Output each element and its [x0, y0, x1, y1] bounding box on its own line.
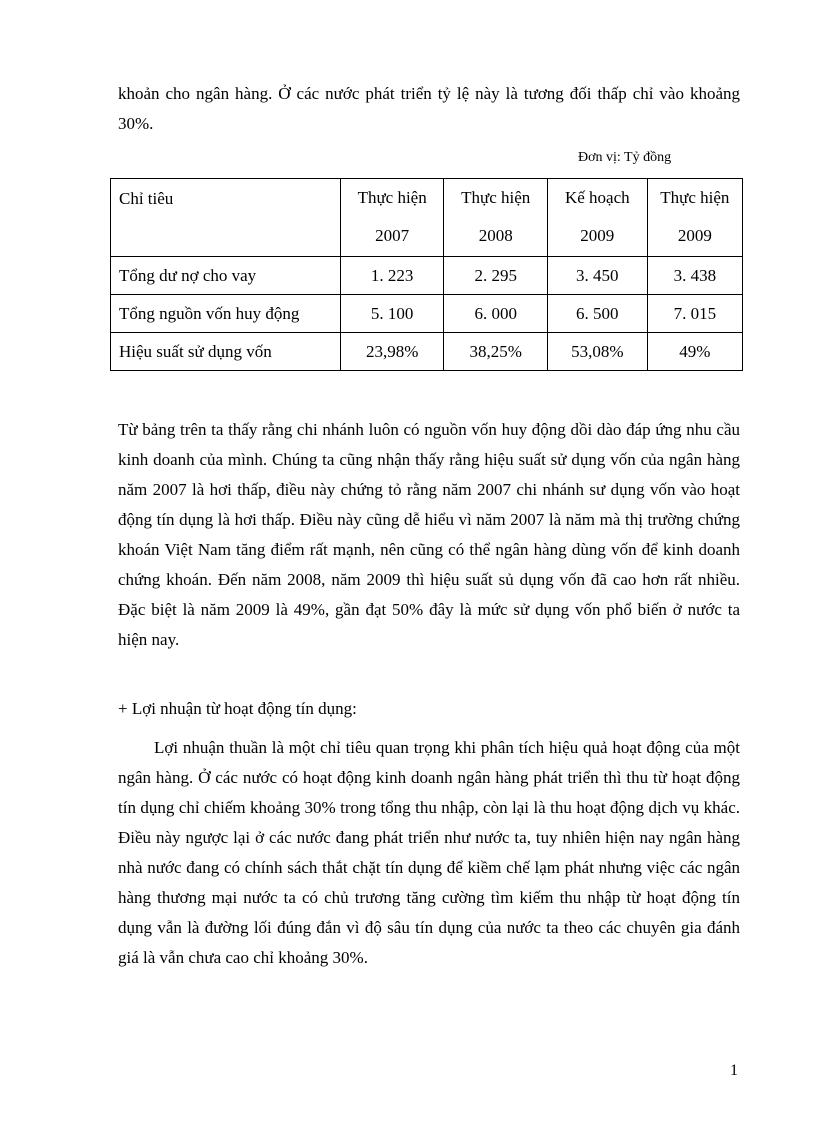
header-column-4-line2: 2009 [677, 226, 712, 245]
analysis-paragraph: Từ bảng trên ta thấy rằng chi nhánh luôn có nguồn vốn huy động dồi dào đáp ứng nhu cầu kinh doanh của mình. Chúng ta cũng nhận thấy rằng hiệu suất sử dụng vốn của ngân hàng năm 2007 là hơi thấp, điều này chứng tỏ rằng năm 2007 chi nhánh sư dụng vốn vào hoạt động tín dụng là hơi thấp. Điều này cũng dễ hiểu vì năm 2007 là năm mà thị trường chứng khoán Việt Nam tăng điểm rất mạnh, nên cũng có thể ngân hàng dùng vốn để kinh doanh chứng khoán. Đến năm 2008, năm 2009 thì hiệu suất sủ dụng vốn đã cao hơn rất nhiều. Đặc biệt là năm 2009 là 49%, gần đạt 50% đây là mức sử dụng vốn phổ biến ở nước ta hiện nay. [118, 420, 740, 649]
capital-efficiency-table [110, 178, 743, 371]
header-column-3-line1: Kế hoạch [564, 188, 630, 207]
table-cell: 53,08% [547, 333, 647, 371]
table-cell: 49% [647, 333, 742, 371]
table-row [111, 333, 743, 371]
table-row [111, 257, 743, 295]
header-column-4-line1: Thực hiện [660, 188, 730, 207]
header-column-3 [547, 179, 647, 257]
page-number: 1 [730, 1062, 738, 1079]
table-cell: 6. 000 [444, 295, 548, 333]
table-cell: 5. 100 [340, 295, 444, 333]
table-cell: 3. 450 [547, 257, 647, 295]
row-label: Tổng dư nợ cho vay [111, 257, 341, 295]
header-column-2 [444, 179, 548, 257]
table-cell: 7. 015 [647, 295, 742, 333]
table-header-row [111, 179, 743, 257]
header-column-1-line2: 2007 [375, 226, 410, 245]
unit-label: Đơn vị: Tỷ đồng [578, 150, 672, 165]
table-cell: 23,98% [340, 333, 444, 371]
header-indicator [111, 179, 341, 257]
header-column-1-line1: Thực hiện [357, 188, 427, 207]
row-label: Tổng nguồn vốn huy động [111, 295, 341, 333]
header-column-2-line2: 2008 [478, 226, 513, 245]
header-column-1 [340, 179, 444, 257]
table-cell: 38,25% [444, 333, 548, 371]
header-column-3-line2: 2009 [580, 226, 615, 245]
table-cell: 2. 295 [444, 257, 548, 295]
intro-paragraph: khoản cho ngân hàng. Ở các nước phát triển tỷ lệ này là tương đối thấp chỉ vào khoảng 30%. [118, 84, 740, 133]
header-column-2-line1: Thực hiện [461, 188, 531, 207]
table-cell: 6. 500 [547, 295, 647, 333]
header-column-4 [647, 179, 742, 257]
section-heading: + Lợi nhuận từ hoạt động tín dụng: [118, 699, 357, 718]
row-label: Hiệu suất sử dụng vốn [111, 333, 341, 371]
table-cell: 1. 223 [340, 257, 444, 295]
table-row [111, 295, 743, 333]
profit-paragraph: Lợi nhuận thuần là một chỉ tiêu quan trọng khi phân tích hiệu quả hoạt động của một ngân hàng. Ở các nước có hoạt động kinh doanh ngân hàng phát triển thì thu từ hoạt động tín dụng chỉ chiếm khoảng 30% trong tổng thu nhập, còn lại là thu hoạt động dịch vụ khác. Điều này ngược lại ở các nước đang phát triển như nước ta, tuy nhiên hiện nay ngân hàng nhà nước đang có chính sách thắt chặt tín dụng để kiềm chế lạm phát nhưng việc các ngân hàng thương mại nước ta có chủ trương tăng cường tìm kiếm thu nhập từ hoạt động tín dụng vẫn là đường lối đúng đắn vì độ sâu tín dụng của nước ta theo các chuyên gia đánh giá là vẫn chưa cao chỉ khoảng 30%. [118, 738, 740, 967]
table-cell: 3. 438 [647, 257, 742, 295]
header-indicator-label: Chỉ tiêu [119, 189, 174, 208]
